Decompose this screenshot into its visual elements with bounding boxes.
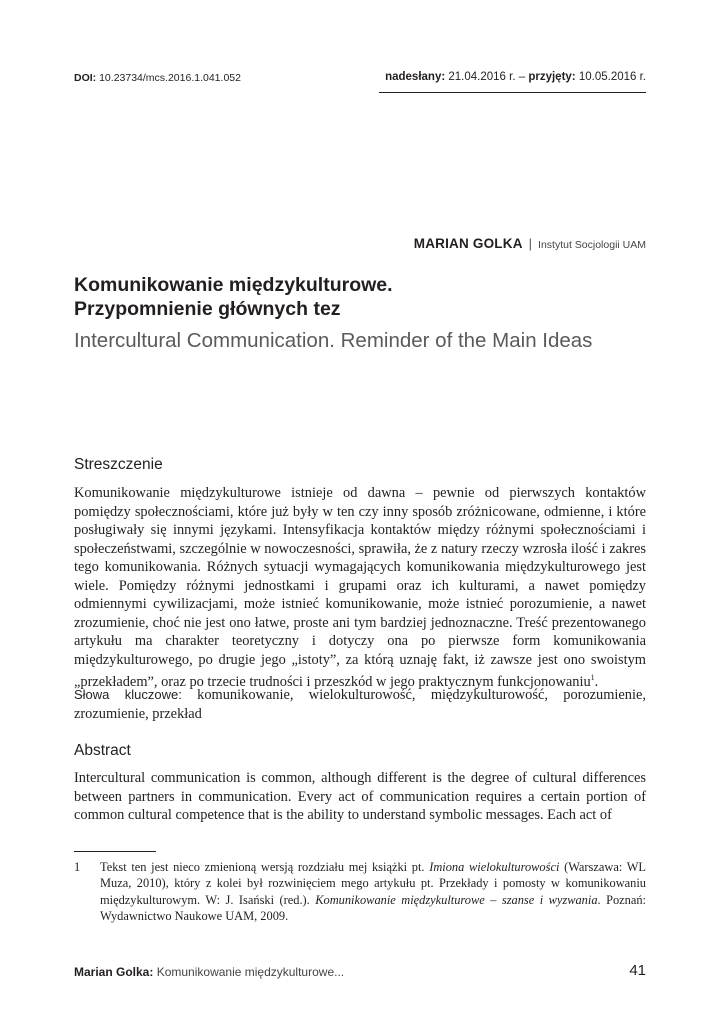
footer-author: Marian Golka: xyxy=(74,965,154,979)
keywords-value: komunikowanie, wielokulturowość, międzykulturowość, porozumienie, zrozumienie, przekład xyxy=(74,687,646,722)
footnote-number: 1 xyxy=(74,860,81,874)
keywords-line xyxy=(74,685,646,724)
summary-heading: Streszczenie xyxy=(74,456,163,473)
author-separator: | xyxy=(528,236,533,251)
header-rule xyxy=(379,92,646,93)
author-line xyxy=(414,235,646,253)
footnote-rule xyxy=(74,851,156,852)
footnote-text-b: (Warszawa: WL Muza, 2010), który z kolei był rozwinięciem mego artykułu pt. Przekłady i pomosty w komunikowaniu międzykulturowym. W: J. Isański (red.). xyxy=(100,860,646,907)
footnote-book1: Imiona wielokulturowości xyxy=(429,860,560,874)
footnote xyxy=(74,859,646,925)
abstract-body: Intercultural communication is common, although different is the degree of cultural differences between partners in communication. Every act of communication requires a certain portion of common cultural competence that is the ability to understand symbolic messages. Each act of xyxy=(74,770,646,823)
summary-end-punct: . xyxy=(594,673,599,690)
received-date: 21.04.2016 r. xyxy=(448,71,516,83)
footnote-text-c: . Poznań: Wydawnictwo Naukowe UAM, 2009. xyxy=(100,892,647,924)
footnote-book2: Komunikowanie międzykulturowe – szanse i wyzwania xyxy=(315,892,598,907)
summary-body xyxy=(74,484,646,691)
doi-label: DOI: xyxy=(74,72,97,84)
summary-text: Komunikowanie międzykulturowe istnieje od dawna – pewnie od pierwszych kontaktów pomiędzy społecznościami, które już były w ten czy inny sposób zróżnicowane, odmienne, i które posługiwały się innymi językami. Intensyfikacja kontaktów między różnymi społecznościami i społeczeństwami, szczególnie w nowoczesności, sprawiła, że z natury rzeczy wzrosła ilość i zakres tego komunikowania. Różnych sytuacji wymagających komunikowania międzykulturowego jest wiele. Pomiędzy różnymi jednostkami i grupami oraz ich kulturami, a nawet pomiędzy odmiennymi cywilizacjami, może istnieć komunikowanie, może istnieć porozumienie, a nawet zrozumienie, choć nie jest ono łatwe, proste ani tym bardziej jednoznaczne. Treść prezentowanego artykułu ma charakter teoretyczny i dotyczy ona po pierwsze form komunikowania międzykulturowego, po drugie jego „istoty”, za którą uznaję fakt, iż zawsze jest ono swoistym „przekładem”, oraz po trzecie trudności i przeszkód w jego praktycznym funkcjonowaniu xyxy=(74,485,646,690)
dates-dash: – xyxy=(518,71,526,83)
footnote-text-a: Tekst ten jest nieco zmienioną wersją rozdziału mej książki pt. xyxy=(100,860,430,874)
doi-value[interactable]: 10.23734/mcs.2016.1.041.052 xyxy=(99,72,241,84)
keywords-label: Słowa kluczowe: xyxy=(74,687,182,702)
article-title-en: Intercultural Communication. Reminder of the Main Ideas xyxy=(74,329,593,352)
title-pl-line2: Przypomnienie głównych tez xyxy=(74,298,341,320)
accepted-label: przyjęty: xyxy=(528,71,576,83)
abstract-heading: Abstract xyxy=(74,742,131,759)
title-pl-line1: Komunikowanie międzykulturowe. xyxy=(74,274,393,296)
accepted-date: 10.05.2016 r. xyxy=(578,71,646,83)
running-footer xyxy=(74,965,344,979)
page-number: 41 xyxy=(629,962,646,979)
footnote-ref[interactable]: 1 xyxy=(590,673,595,682)
doi-line xyxy=(74,72,241,84)
author-institution: Instytut Socjologii UAM xyxy=(538,239,646,251)
author-name: MARIAN GOLKA xyxy=(413,236,523,251)
article-title-pl xyxy=(74,273,654,321)
received-label: nadesłany: xyxy=(385,71,446,83)
footer-title: Komunikowanie międzykulturowe... xyxy=(156,965,345,979)
submission-dates xyxy=(385,71,646,83)
footnote-text xyxy=(100,859,646,925)
